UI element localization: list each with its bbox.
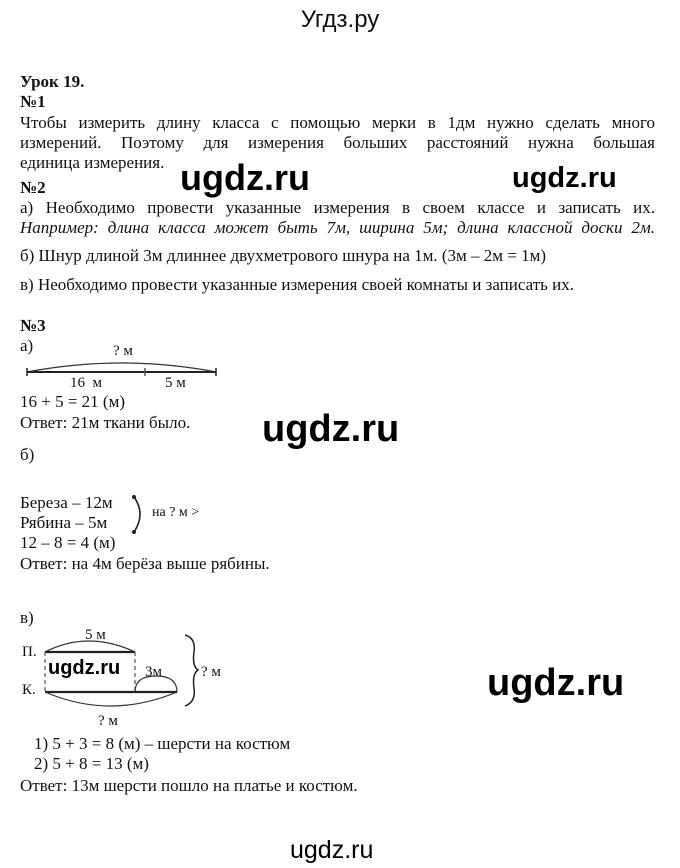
task3-c-label: в) [20,608,34,627]
task3-b-label: б) [20,445,35,464]
watermark: ugdz.ru [180,157,310,198]
task2-number: №2 [20,178,46,197]
site-header[interactable]: Угдз.ру [300,6,380,33]
task3-b-calc: 12 – 8 = 4 (м) [20,533,116,552]
task3-c-answer: Ответ: 13м шерсти пошло на платье и костюм. [20,776,358,795]
watermark: ugdz.ru [487,662,625,704]
brace-icon [185,635,198,706]
part1-label: 16 м [70,375,102,391]
task1-line: единица измерения. [20,153,165,172]
lesson-title: Урок 19. [20,72,85,91]
top-label: 5 м [85,627,106,643]
task3-number: №3 [20,316,46,335]
compare-label: на ? м > [152,505,200,520]
task3-a-label: а) [20,336,34,355]
total-arc [27,363,216,372]
task3-a-answer: Ответ: 21м ткани было. [20,413,191,432]
task1-line: измерений. Поэтому для измерения больших расстояний нужна большая [20,133,655,152]
task1-number: №1 [20,92,46,111]
task3-b-line2: Рябина – 5м [20,513,108,532]
part2-label: 5 м [165,375,186,391]
watermark: ugdz.ru [262,408,400,450]
total-label: ? м [201,664,221,680]
bottom-label: ? м [98,713,118,729]
watermark: ugdz.ru [48,657,121,679]
total-label: ? м [113,343,133,359]
watermark: ugdz.ru [512,162,617,194]
task2-a-example: Например: длина класса может быть 7м, ширина 5м; длина классной доски 2м. [20,218,655,237]
row2-label: К. [22,682,36,698]
task1-line: Чтобы измерить длину класса с помощью мерки в 1дм нужно сделать много [20,113,655,132]
task3-a-calc: 16 + 5 = 21 (м) [20,392,126,411]
task2-b: б) Шнур длиной 3м длиннее двухметрового шнура на 1м. (3м – 2м = 1м) [20,246,547,265]
task3-c-step2: 2) 5 + 8 = 13 (м) [34,754,149,773]
compare-bracket-icon [130,494,150,536]
task3-c-step1: 1) 5 + 3 = 8 (м) – шерсти на костюм [34,734,291,753]
extra-label: 3м [145,664,162,680]
task3-b-line1: Береза – 12м [20,493,113,512]
segment-diagram-a [20,358,220,378]
watermark: ugdz.ru [290,836,374,864]
task3-b-answer: Ответ: на 4м берёза выше рябины. [20,554,270,573]
task2-c: в) Необходимо провести указанные измерения своей комнаты и записать их. [20,275,575,294]
task2-a: а) Необходимо провести указанные измерения в своем классе и записать их. [20,198,655,217]
row1-label: П. [22,644,37,660]
segment-diagram-c [20,630,260,730]
